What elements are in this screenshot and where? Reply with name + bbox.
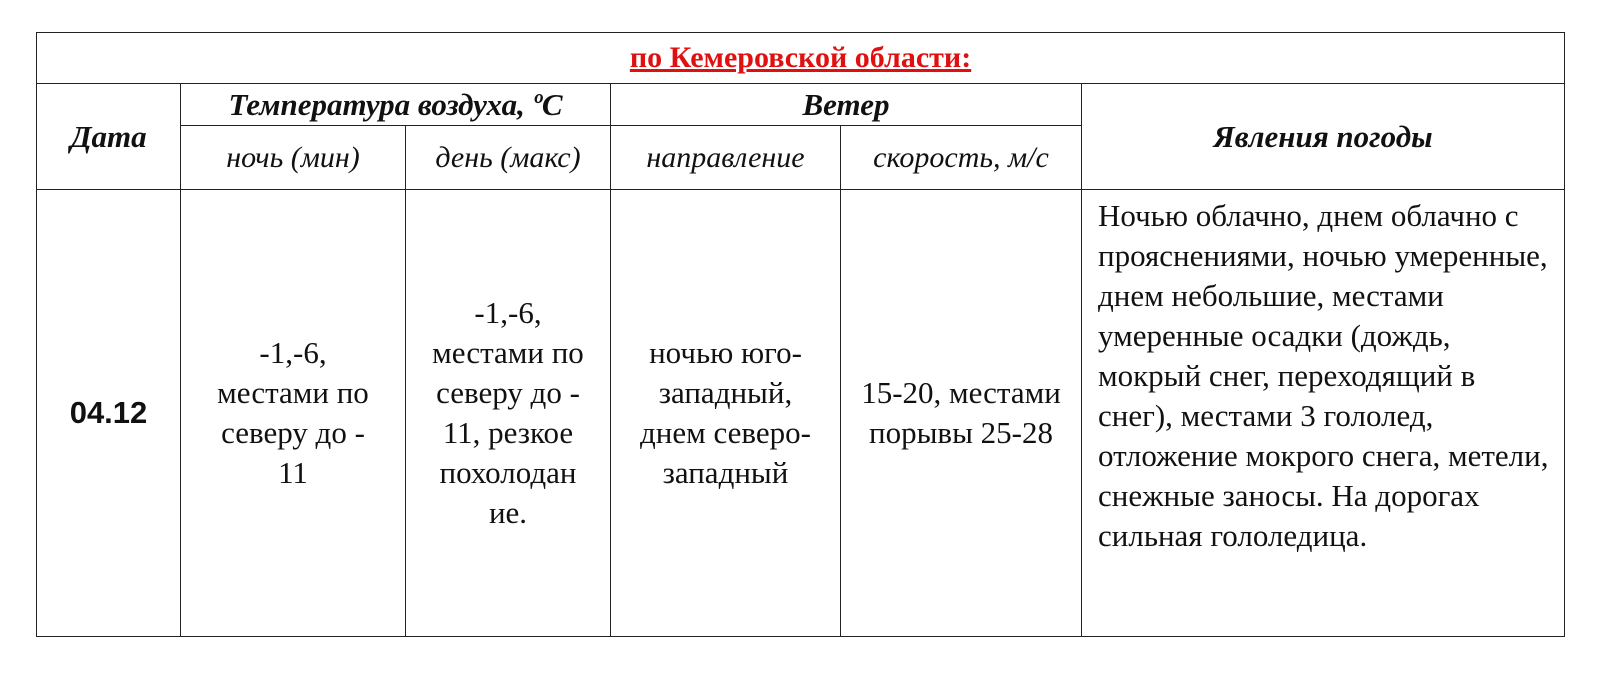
speed-value: 15-20, местами порывы 25-28	[861, 375, 1061, 450]
cell-date	[37, 190, 181, 637]
header-night-min: ночь (мин)	[181, 126, 406, 190]
header-wind: Ветер	[611, 84, 1082, 126]
cell-speed	[841, 190, 1082, 637]
phenomena-value: Ночью облачно, днем облачно с прояснениями, ночью умеренные, днем небольшие, местами умеренные осадки (дождь, мокрый снег, переходящий в снег), местами 3 гололед, отложение мокрого снега, метели, снежные заносы. На дорогах сильная гололедица.	[1098, 198, 1549, 553]
header-speed: скорость, м/с	[841, 126, 1082, 190]
header-temperature: Температура воздуха, ºС	[181, 84, 611, 126]
day-max-value: -1,-6, местами по северу до - 11, резкое похолодан ие.	[432, 295, 584, 530]
title-row	[37, 33, 1565, 84]
night-min-value: -1,-6, местами по северу до - 11	[217, 335, 369, 490]
cell-day-max	[406, 190, 611, 637]
header-date: Дата	[37, 84, 181, 190]
date-value: 04.12	[69, 395, 148, 430]
cell-night-min	[181, 190, 406, 637]
header-phenomena: Явления погоды	[1082, 84, 1565, 190]
header-group-row	[37, 84, 1565, 126]
header-direction: направление	[611, 126, 841, 190]
direction-value: ночью юго-западный, днем северо-западный	[640, 335, 811, 490]
cell-phenomena	[1082, 190, 1565, 637]
header-day-max: день (макс)	[406, 126, 611, 190]
title-cell	[37, 33, 1565, 84]
table-title: по Кемеровской области:	[629, 41, 972, 74]
forecast-table	[36, 32, 1565, 637]
cell-direction	[611, 190, 841, 637]
table-row	[37, 190, 1565, 637]
